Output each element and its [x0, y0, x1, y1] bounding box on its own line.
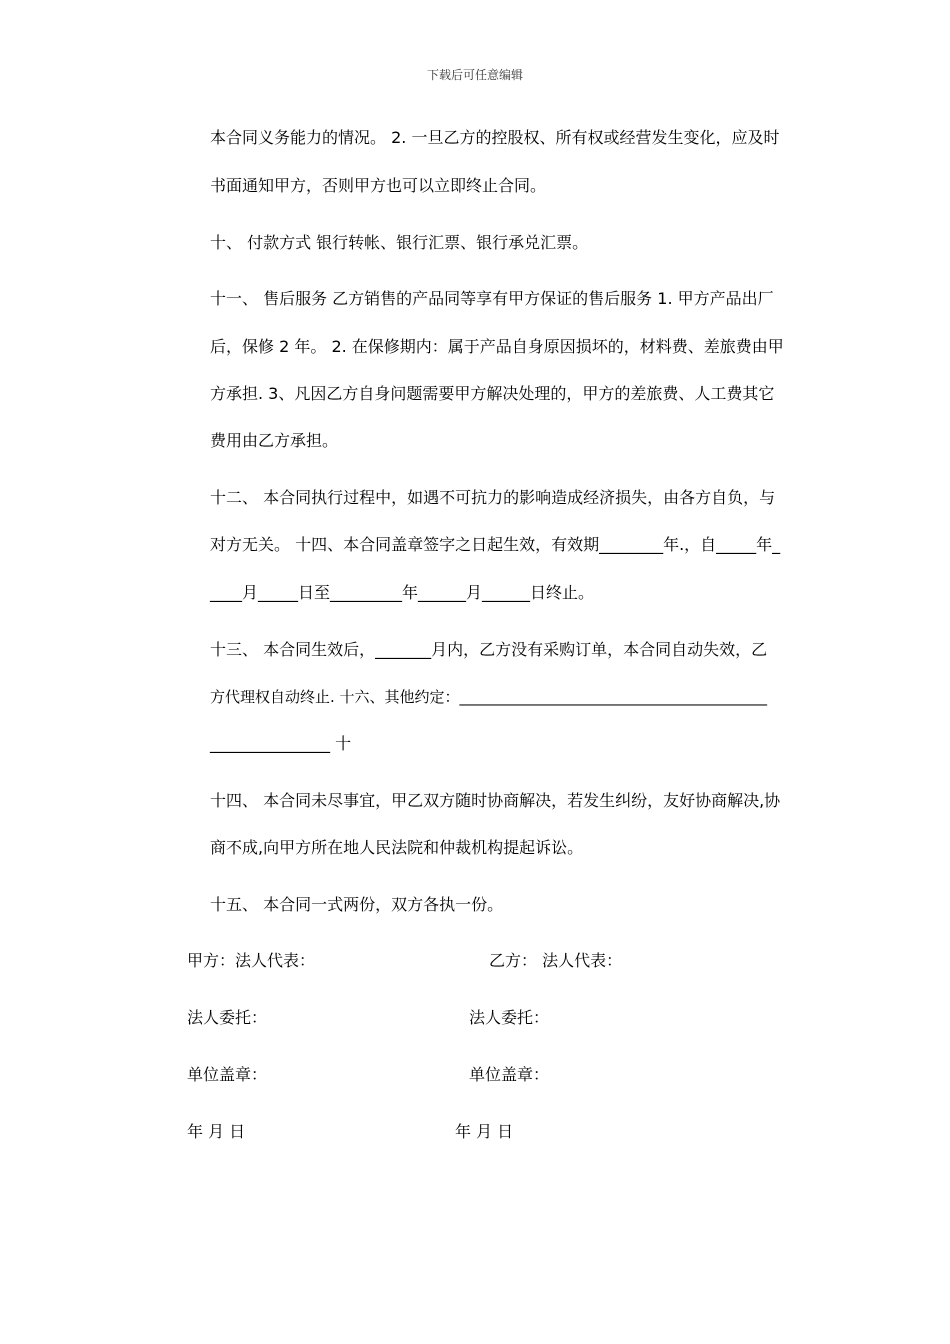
body-line: 方代理权自动终止. 十六、其他约定：_________________________________________ — [210, 688, 768, 706]
body-line: 后，保修 2 年。 2. 在保修期内：属于产品自身原因损坏的，材料费、差旅费由甲 — [210, 337, 784, 356]
party-b-proxy: 法人委托： — [469, 1008, 550, 1027]
body-line: _______________ 十 — [210, 734, 352, 753]
body-line: 十一、 售后服务 乙方销售的产品同等享有甲方保证的售后服务 1. 甲方产品出厂 — [210, 289, 774, 308]
body-line: 方承担. 3、凡因乙方自身问题需要甲方解决处理的，甲方的差旅费、人工费其它 — [210, 384, 775, 403]
body-line: 十三、 本合同生效后，_______月内，乙方没有采购订单，本合同自动失效，乙 — [210, 640, 768, 659]
page-header-note: 下载后可任意编辑 — [426, 68, 523, 82]
body-line: ____月_____日至_________年______月______日终止。 — [210, 583, 595, 602]
body-line: 本合同义务能力的情况。 2. 一旦乙方的控股权、所有权或经营发生变化，应及时 — [210, 128, 780, 147]
party-b-seal: 单位盖章： — [469, 1065, 550, 1084]
party-a-date: 年 月 日 — [187, 1122, 246, 1141]
body-line: 书面通知甲方，否则甲方也可以立即终止合同。 — [210, 176, 547, 195]
party-b-date: 年 月 日 — [455, 1122, 514, 1141]
party-a-representative: 甲方：法人代表： — [187, 951, 316, 970]
body-line: 十四、 本合同未尽事宜，甲乙双方随时协商解决，若发生纠纷，友好协商解决,协 — [210, 791, 781, 810]
party-b-representative: 乙方： 法人代表： — [489, 951, 623, 970]
body-line: 商不成,向甲方所在地人民法院和仲裁机构提起诉讼。 — [210, 838, 584, 857]
body-line: 十五、 本合同一式两份，双方各执一份。 — [210, 895, 504, 914]
party-a-seal: 单位盖章： — [187, 1065, 268, 1084]
body-line: 对方无关。 十四、本合同盖章签字之日起生效，有效期________年.，自_____年_ — [210, 535, 781, 554]
party-a-proxy: 法人委托： — [187, 1008, 268, 1027]
body-line: 十、 付款方式 银行转帐、银行汇票、银行承兑汇票。 — [210, 233, 589, 252]
body-line: 十二、 本合同执行过程中，如遇不可抗力的影响造成经济损失，由各方自负，与 — [210, 488, 776, 507]
body-line: 费用由乙方承担。 — [210, 431, 339, 450]
